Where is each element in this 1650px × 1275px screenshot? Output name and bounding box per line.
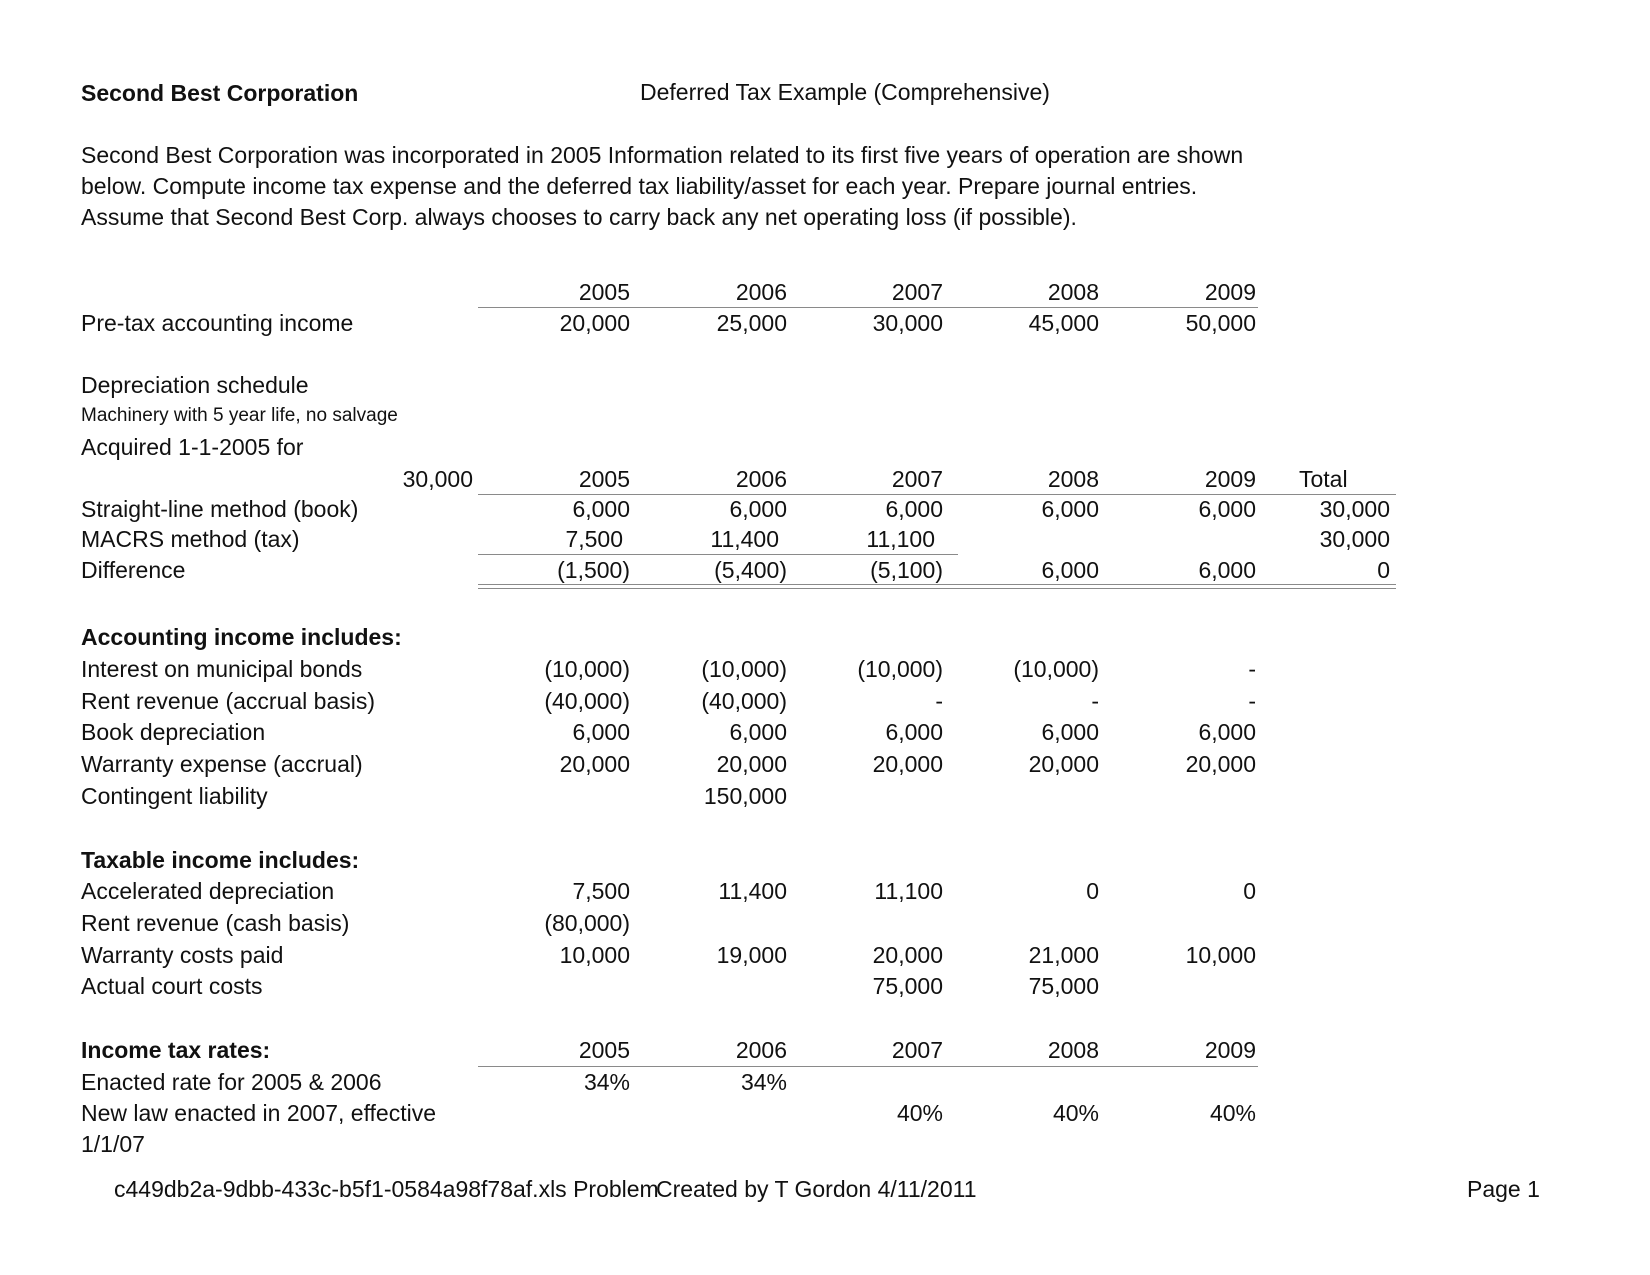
depreciation-subtitle: Machinery with 5 year life, no salvage (81, 405, 398, 426)
accounting-cell: - (935, 688, 943, 714)
document-title: Deferred Tax Example (Comprehensive) (640, 79, 1050, 105)
accounting-title: Accounting income includes: (81, 624, 402, 650)
footer-created: Created by T Gordon 4/11/2011 (656, 1176, 977, 1202)
accounting-row-label: Book depreciation (81, 719, 266, 745)
year-header: 2005 (578, 466, 630, 492)
rates-title: Income tax rates: (81, 1037, 271, 1063)
taxable-cell: 10,000 (1185, 942, 1256, 968)
rates-cell: 40% (1209, 1100, 1256, 1126)
year-header: 2009 (1204, 279, 1256, 305)
pretax-value: 25,000 (716, 310, 787, 336)
taxable-cell: 0 (1243, 878, 1256, 904)
accounting-row-label: Rent revenue (accrual basis) (81, 688, 376, 714)
accounting-cell: 150,000 (703, 783, 787, 809)
taxable-cell: 10,000 (559, 942, 630, 968)
taxable-row-label: Rent revenue (cash basis) (81, 910, 350, 936)
accounting-cell: 20,000 (1028, 751, 1099, 777)
intro-line-3: Assume that Second Best Corp. always chooses to carry back any net operating loss (if possible). (81, 204, 1077, 230)
accounting-cell: 6,000 (729, 719, 787, 745)
depreciation-title: Depreciation schedule (81, 372, 309, 398)
depreciation-cell: 7,500 (565, 526, 623, 552)
accounting-cell: - (1091, 688, 1099, 714)
year-header: 2008 (1047, 1037, 1099, 1063)
depreciation-cell: 6,000 (1198, 496, 1256, 522)
rates-cell: 34% (583, 1069, 630, 1095)
rates-cell: 40% (896, 1100, 943, 1126)
depreciation-cell: 6,000 (885, 496, 943, 522)
year-header: 2006 (735, 466, 787, 492)
acquired-label: Acquired 1-1-2005 for (81, 434, 304, 460)
year-header: 2006 (735, 1037, 787, 1063)
depreciation-cell: 6,000 (572, 496, 630, 522)
depreciation-cell: 6,000 (1041, 496, 1099, 522)
rates-row-label-continued: 1/1/07 (81, 1131, 145, 1157)
taxable-cell: 75,000 (872, 973, 943, 999)
accounting-row-label: Contingent liability (81, 783, 268, 809)
taxable-row-label: Accelerated depreciation (81, 878, 335, 904)
depreciation-total: 30,000 (1319, 526, 1390, 552)
accounting-cell: - (1248, 656, 1256, 682)
year-header: 2007 (891, 1037, 943, 1063)
depreciation-row-label: MACRS method (tax) (81, 526, 300, 552)
rates-row-label: Enacted rate for 2005 & 2006 (81, 1069, 382, 1095)
accounting-cell: 6,000 (1198, 719, 1256, 745)
year-header: 2008 (1047, 466, 1099, 492)
depreciation-cell: 11,400 (710, 526, 779, 552)
taxable-row-label: Warranty costs paid (81, 942, 284, 968)
accounting-cell: 20,000 (872, 751, 943, 777)
accounting-cell: 6,000 (572, 719, 630, 745)
depreciation-total: 30,000 (1319, 496, 1390, 522)
year-header: 2005 (578, 279, 630, 305)
taxable-title: Taxable income includes: (81, 847, 360, 873)
year-header: 2009 (1204, 466, 1256, 492)
accounting-row-label: Warranty expense (accrual) (81, 751, 363, 777)
taxable-cell: 75,000 (1028, 973, 1099, 999)
pretax-label: Pre-tax accounting income (81, 310, 354, 336)
accounting-cell: (40,000) (701, 688, 787, 714)
footer-filename: c449db2a-9dbb-433c-b5f1-0584a98f78af.xls Problem (114, 1176, 659, 1202)
depreciation-cell: (5,400) (714, 557, 787, 583)
year-header: 2009 (1204, 1037, 1256, 1063)
total-header: Total (1299, 466, 1348, 492)
year-header: 2007 (891, 279, 943, 305)
year-header: 2008 (1047, 279, 1099, 305)
rates-row-label: New law enacted in 2007, effective (81, 1100, 437, 1126)
pretax-value: 45,000 (1028, 310, 1099, 336)
rates-cell: 34% (740, 1069, 787, 1095)
depreciation-cell: 11,100 (866, 526, 935, 552)
double-underline (478, 584, 1396, 589)
taxable-cell: (80,000) (544, 910, 630, 936)
year-header: 2006 (735, 279, 787, 305)
year-header: 2007 (891, 466, 943, 492)
accounting-cell: (10,000) (544, 656, 630, 682)
footer-page-number: Page 1 (1467, 1176, 1540, 1202)
accounting-row-label: Interest on municipal bonds (81, 656, 363, 682)
depreciation-cell: 6,000 (1198, 557, 1256, 583)
taxable-cell: 7,500 (572, 878, 630, 904)
pretax-value: 50,000 (1185, 310, 1256, 336)
taxable-cell: 11,400 (718, 878, 787, 904)
intro-line-1: Second Best Corporation was incorporated in 2005 Information related to its first five years of operation are shown (81, 142, 1244, 168)
taxable-cell: 11,100 (874, 878, 943, 904)
depreciation-total: 0 (1377, 557, 1390, 583)
depreciation-cell: (5,100) (870, 557, 943, 583)
taxable-cell: 21,000 (1028, 942, 1099, 968)
accounting-cell: - (1248, 688, 1256, 714)
taxable-cell: 0 (1086, 878, 1099, 904)
accounting-cell: (40,000) (544, 688, 630, 714)
accounting-cell: 20,000 (1185, 751, 1256, 777)
pretax-value: 20,000 (559, 310, 630, 336)
accounting-cell: 6,000 (885, 719, 943, 745)
depreciation-cell: 6,000 (1041, 557, 1099, 583)
intro-line-2: below. Compute income tax expense and the deferred tax liability/asset for each year. Prepare journal entries. (81, 173, 1198, 199)
accounting-cell: (10,000) (1013, 656, 1099, 682)
accounting-cell: 20,000 (559, 751, 630, 777)
depreciation-row-label: Difference (81, 557, 186, 583)
pretax-value: 30,000 (872, 310, 943, 336)
year-header: 2005 (578, 1037, 630, 1063)
accounting-cell: (10,000) (701, 656, 787, 682)
depreciation-cell: 6,000 (729, 496, 787, 522)
depreciation-row-label: Straight-line method (book) (81, 496, 359, 522)
acquired-cost: 30,000 (402, 466, 473, 492)
accounting-cell: 20,000 (716, 751, 787, 777)
accounting-cell: (10,000) (857, 656, 943, 682)
taxable-cell: 19,000 (716, 942, 787, 968)
taxable-cell: 20,000 (872, 942, 943, 968)
taxable-row-label: Actual court costs (81, 973, 263, 999)
depreciation-cell: (1,500) (557, 557, 630, 583)
rates-cell: 40% (1052, 1100, 1099, 1126)
company-name: Second Best Corporation (81, 80, 359, 106)
accounting-cell: 6,000 (1041, 719, 1099, 745)
